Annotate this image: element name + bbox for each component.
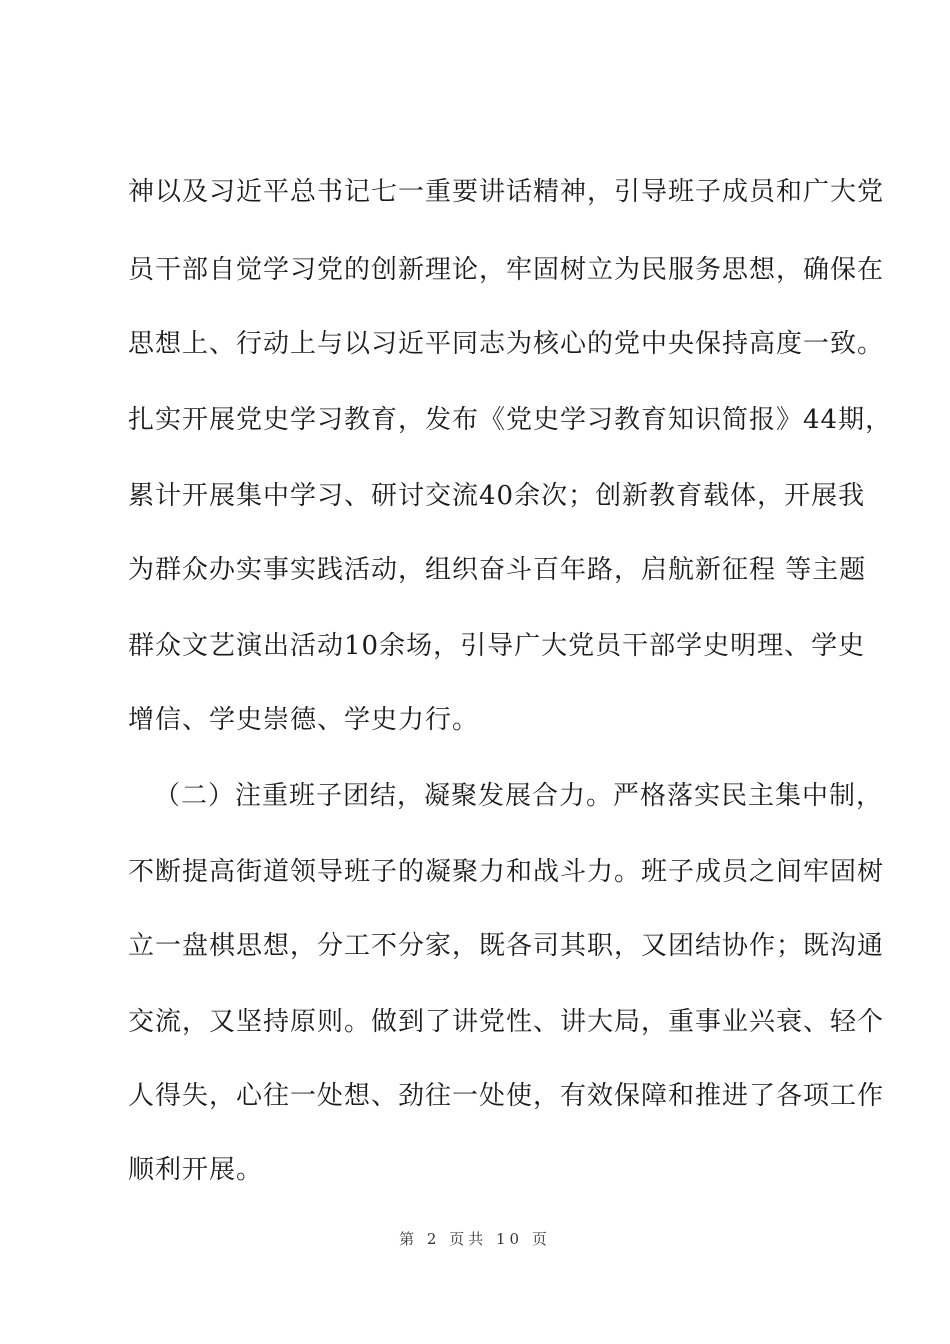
text-line: 增信、学史崇德、学史力行。 <box>128 705 480 735</box>
text-line: 神以及习近平总书记七一重要讲话精神，引导班子成员和广大党 <box>128 177 885 207</box>
text-line: 立一盘棋思想，分工不分家，既各司其职，又团结协作；既沟通 <box>128 931 885 961</box>
text-line: 思想上、行动上与以习近平同志为核心的党中央保持高度一致。 <box>128 329 885 359</box>
text-line: 群众文艺演出活动10余场，引导广大党员干部学史明理、学史 <box>128 631 866 661</box>
text-line: 人得失，心往一处想、劲往一处使，有效保障和推进了各项工作 <box>128 1081 885 1111</box>
page-footer: 第 2 页共 10 页 <box>399 1230 551 1248</box>
text-line: 顺利开展。 <box>128 1155 264 1185</box>
text-line: 交流，又坚持原则。做到了讲党性、讲大局，重事业兴衰、轻个 <box>128 1007 885 1037</box>
text-line: 不断提高街道领导班子的凝聚力和战斗力。班子成员之间牢固树 <box>128 857 885 887</box>
section-heading-line: （二）注重班子团结，凝聚发展合力。严格落实民主集中制， <box>154 781 884 811</box>
text-line: 员干部自觉学习党的创新理论，牢固树立为民服务思想，确保在 <box>128 255 885 285</box>
text-line: 为群众办实事实践活动，组织奋斗百年路，启航新征程 等主题 <box>128 555 867 585</box>
text-line: 累计开展集中学习、研讨交流40余次；创新教育载体，开展我 <box>128 481 866 511</box>
text-line: 扎实开展党史学习教育，发布《党史学习教育知识简报》44期， <box>128 405 893 435</box>
